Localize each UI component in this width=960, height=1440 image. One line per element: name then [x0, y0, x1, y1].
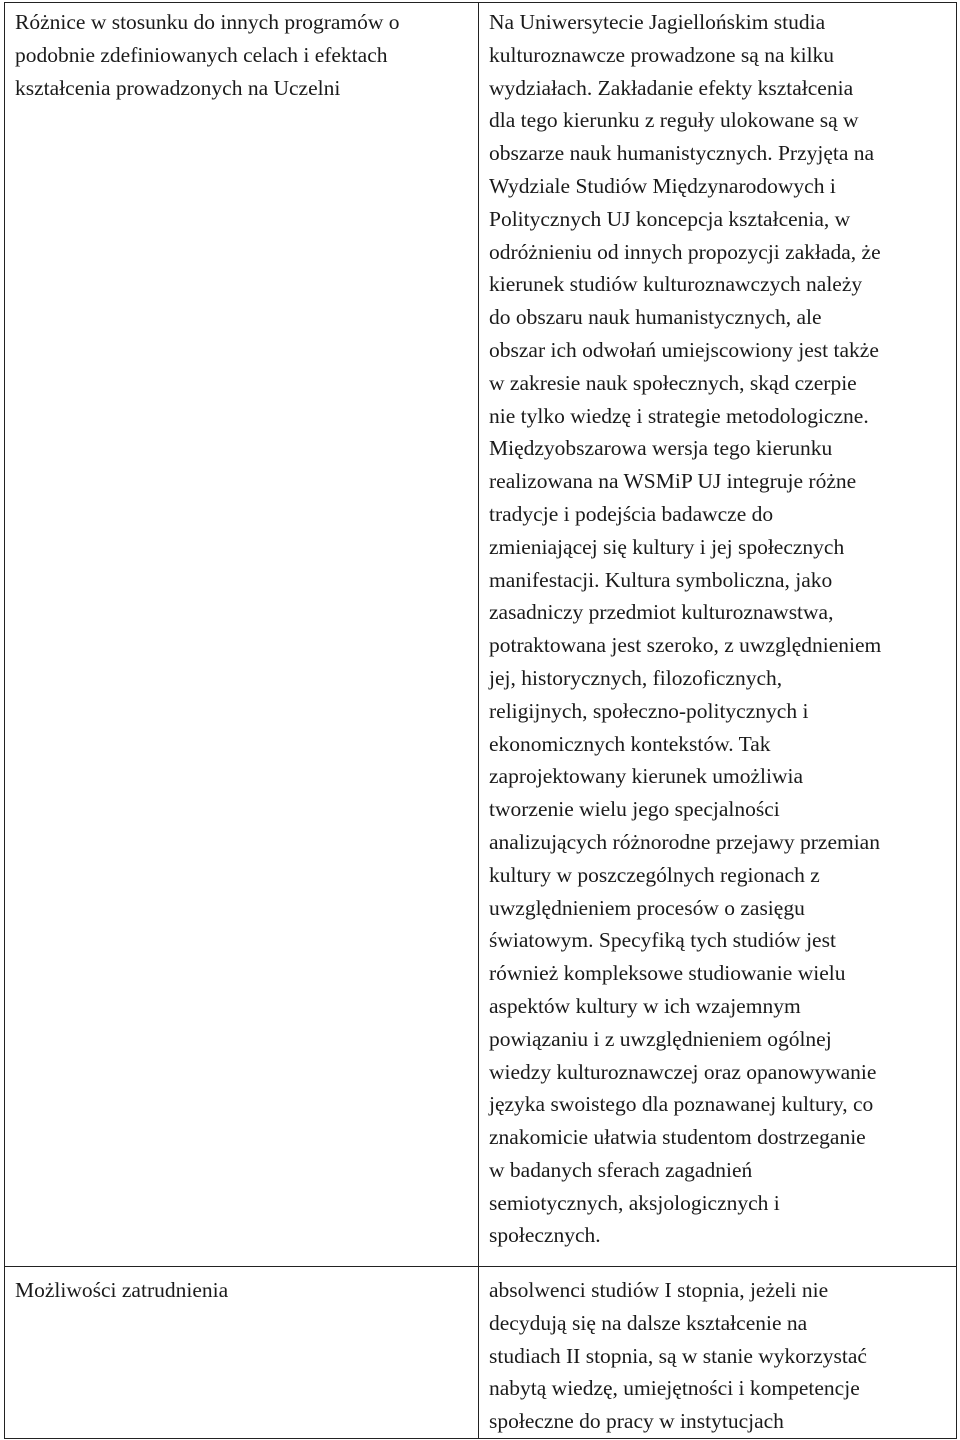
program-description-table	[4, 2, 957, 1439]
employment-content: absolwenci studiów I stopnia, jeżeli nie decydują się na dalsze kształcenie na studiach II stopnia, są w stanie wykorzystać nabytą wiedzę, umiejętności i kompetencje społeczne do pracy w instytucjach	[489, 1278, 867, 1434]
row-label-cell	[5, 1267, 479, 1439]
row-label-cell	[5, 3, 479, 1267]
employment-label: Możliwości zatrudnienia	[15, 1278, 229, 1302]
row-content-cell	[479, 3, 957, 1267]
row-content-cell	[479, 1267, 957, 1439]
table-row-differences	[5, 3, 957, 1267]
table-row-employment	[5, 1267, 957, 1439]
differences-content: Na Uniwersytecie Jagiellońskim studia kulturoznawcze prowadzone są na kilku wydziałach. Zakładanie efekty kształcenia dla tego kierunku z reguły ulokowane są w obszarze nauk humanistycznych. Przyjęta na Wydziale Studiów Międzynarodowych i Politycznych UJ koncepcja kształcenia, w odróżnieniu od innych propozycji zakłada, że kierunek studiów kulturoznawczych należy do obszaru nauk humanistycznych, ale obszar ich odwołań umiejscowiony jest także w zakresie nauk społecznych, skąd czerpie nie tylko wiedzę i strategie metodologiczne. Międzyobszarowa wersja tego kierunku realizowana na WSMiP UJ integruje różne tradycje i podejścia badawcze do zmieniającej się kultury i jej społecznych manifestacji. Kultura symboliczna, jako zasadniczy przedmiot kulturoznawstwa, potraktowana jest szeroko, z uwzględnieniem jej, historycznych, filozoficznych, religijnych, społeczno-politycznych i ekonomicznych kontekstów. Tak zaprojektowany kierunek umożliwia tworzenie wielu jego specjalności analizujących różnorodne przejawy przemian kultury w poszczególnych regionach z uwzględnieniem procesów o zasięgu światowym. Specyfiką tych studiów jest również kompleksowe studiowanie wielu aspektów kultury w ich wzajemnym powiązaniu i z uwzględnieniem ogólnej wiedzy kulturoznawczej oraz opanowywanie języka swoistego dla poznawanej kultury, co znakomicie ułatwia studentom dostrzeganie w badanych sferach zagadnień semiotycznych, aksjologicznych i społecznych.	[489, 10, 882, 1248]
differences-label: Różnice w stosunku do innych programów o podobnie zdefiniowanych celach i efektach kształcenia prowadzonych na Uczelni	[15, 10, 400, 100]
